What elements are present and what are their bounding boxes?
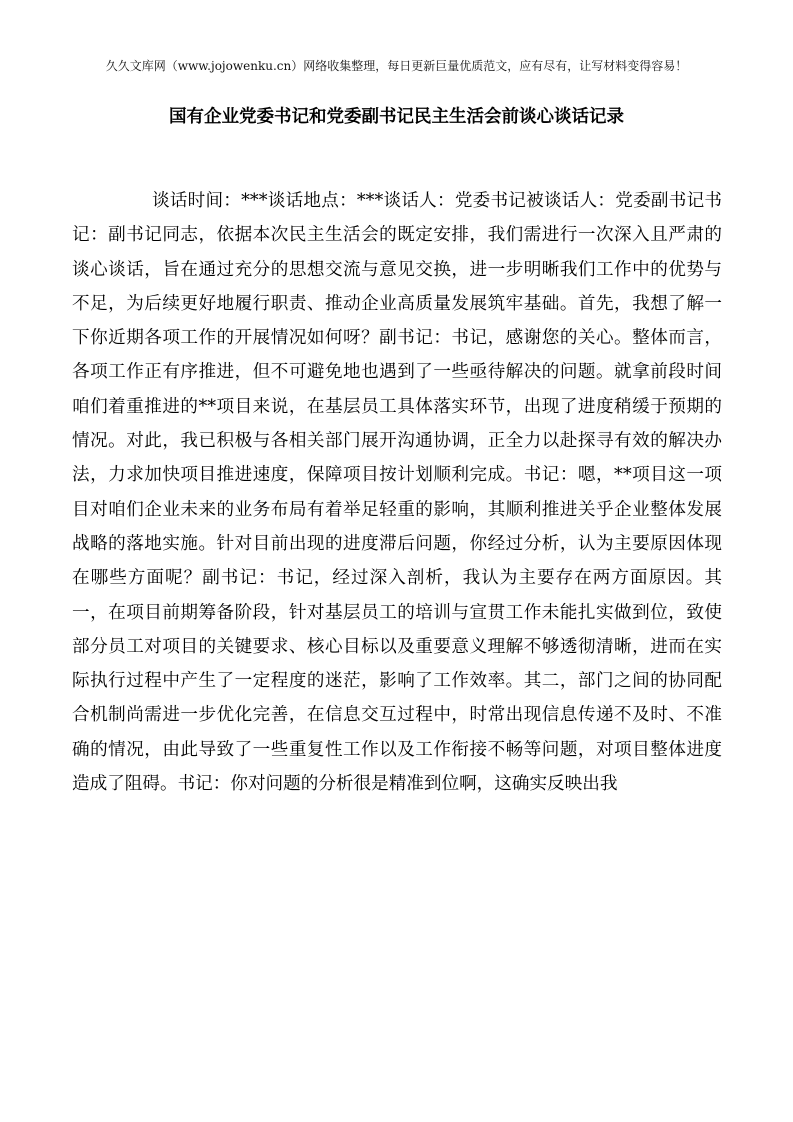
page-header: 久久文库网（www.jojowenku.cn）网络收集整理，每日更新巨量优质范文，应有尽有，让写材料变得容易！ [105, 59, 688, 73]
document-body: 谈话时间：***谈话地点：***谈话人：党委书记被谈话人：党委副书记书记：副书记同志，依据本次民主生活会的既定安排，我们需进行一次深入且严肃的谈心谈话，旨在通过充分的思想交流与意见交换，进一步明晰我们工作中的优势与不足，为后续更好地履行职责、推动企业高质量发展筑牢基础。首先，我想了解一下你近期各项工作的开展情况如何呀？副书记：书记，感谢您的关心。整体而言，各项工作正有序推进，但不可避免地也遇到了一些亟待解决的问题。就拿前段时间咱们着重推进的**项目来说，在基层员工具体落实环节，出现了进度稍缓于预期的情况。对此，我已积极与各相关部门展开沟通协调，正全力以赴探寻有效的解决办法，力求加快项目推进速度，保障项目按计划顺利完成。书记：嗯，**项目这一项目对咱们企业未来的业务布局有着举足轻重的影响，其顺利推进关乎企业整体发展战略的落地实施。针对目前出现的进度滞后问题，你经过分析，认为主要原因体现在哪些方面呢？副书记：书记，经过深入剖析，我认为主要存在两方面原因。其一，在项目前期筹备阶段，针对基层员工的培训与宣贯工作未能扎实做到位，致使部分员工对项目的关键要求、核心目标以及重要意义理解不够透彻清晰，进而在实际执行过程中产生了一定程度的迷茫，影响了工作效率。其二，部门之间的协同配合机制尚需进一步优化完善，在信息交互过程中，时常出现信息传递不及时、不准确的情况，由此导致了一些重复性工作以及工作衔接不畅等问题，对项目整体进度造成了阻碍。书记：你对问题的分析很是精准到位啊，这确实反映出我 [72, 191, 722, 795]
document-title: 国有企业党委书记和党委副书记民主生活会前谈心谈话记录 [169, 107, 624, 127]
